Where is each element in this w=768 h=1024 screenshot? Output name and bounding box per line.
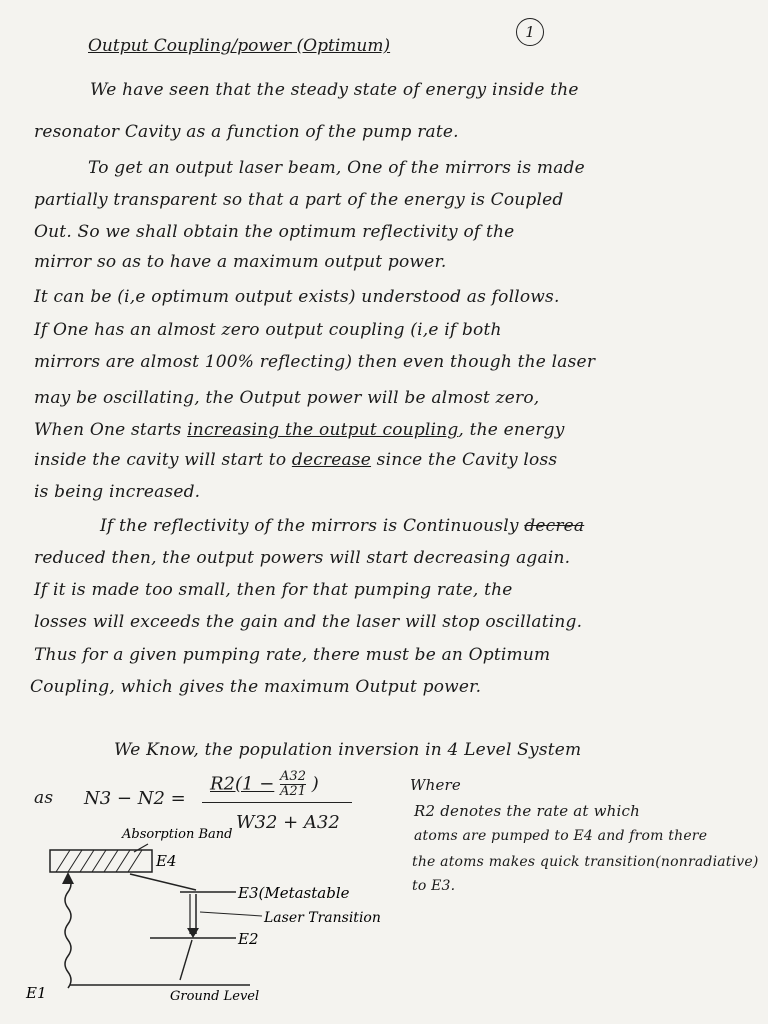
text-line-11	[34, 420, 565, 440]
text-span: If the reflectivity of the mirrors is Continuously	[100, 516, 519, 536]
e1-label: E1	[26, 984, 47, 1002]
page-title: Output Coupling/power (Optimum)	[88, 36, 391, 56]
where-line-1: R2 denotes the rate at which	[414, 802, 640, 820]
text-line-17: losses will exceeds the gain and the laser will stop oscillating.	[34, 612, 583, 632]
text-span: inside the cavity will start to	[34, 450, 292, 470]
text-line-14	[100, 516, 584, 536]
equation-numerator	[210, 770, 319, 799]
text-line-4: partially transparent so that a part of the energy is Coupled	[34, 190, 564, 210]
where-line-4: to E3.	[412, 878, 456, 894]
text-line-12	[34, 450, 557, 470]
text-line-8: If One has an almost zero output coupling (i,e if both	[34, 320, 502, 340]
page-number: 1	[516, 18, 544, 46]
text-line-9: mirrors are almost 100% reflecting) then even though the laser	[34, 352, 596, 372]
e3-label: E3(Metastable	[238, 884, 350, 902]
pump-wavy-arrow	[65, 876, 71, 988]
text-line-5: Out. So we shall obtain the optimum reflectivity of the	[34, 222, 515, 242]
where-label: Where	[410, 776, 462, 794]
laser-transition-label: Laser Transition	[264, 910, 381, 926]
numerator-main: R2(1 −	[210, 773, 275, 795]
band-hatching	[56, 850, 142, 872]
e4-label: E4	[156, 852, 177, 870]
text-line-1: We have seen that the steady state of energy inside the	[90, 80, 579, 100]
text-line-20: We Know, the population inversion in 4 Level System	[114, 740, 582, 760]
text-line-19: Coupling, which gives the maximum Output power.	[30, 677, 482, 697]
laser-arrow-head	[187, 928, 199, 938]
text-line-15: reduced then, the output powers will start decreasing again.	[34, 548, 571, 568]
text-span: since the Cavity loss	[371, 450, 558, 470]
where-line-2: atoms are pumped to E4 and from there	[414, 828, 708, 844]
pump-arrow-head	[62, 872, 74, 884]
text-line-13: is being increased.	[34, 482, 201, 502]
e2-label: E2	[238, 930, 259, 948]
e2-to-ground-arrow	[180, 940, 192, 980]
nonradiative-arrow	[130, 874, 196, 890]
fraction-bar	[202, 802, 352, 803]
text-line-2: resonator Cavity as a function of the pump rate.	[34, 122, 459, 142]
equation-denominator: W32 + A32	[236, 812, 340, 833]
laser-label-pointer	[200, 912, 262, 916]
underlined-phrase: increasing the output coupling	[187, 420, 459, 440]
struck-word: decrea	[524, 516, 585, 536]
text-line-21: as	[34, 788, 54, 808]
underlined-word: decrease	[291, 450, 372, 470]
absorption-band	[50, 850, 152, 872]
text-line-10: may be oscillating, the Output power will be almost zero,	[34, 388, 540, 408]
energy-level-diagram	[0, 820, 420, 1020]
absorption-band-label: Absorption Band	[122, 827, 233, 842]
inner-frac-den: A21	[280, 784, 306, 799]
inner-fraction	[280, 770, 306, 799]
text-line-16: If it is made too small, then for that pumping rate, the	[34, 580, 513, 600]
equation-lhs: N3 − N2 =	[84, 788, 186, 809]
inner-frac-num: A32	[280, 769, 306, 784]
text-line-6: mirror so as to have a maximum output power.	[34, 252, 447, 272]
text-line-3: To get an output laser beam, One of the mirrors is made	[88, 158, 585, 178]
ground-level-label: Ground Level	[170, 989, 260, 1004]
where-line-3: the atoms makes quick transition(nonradiative)	[412, 854, 759, 870]
text-span: , the energy	[458, 420, 565, 440]
text-line-18: Thus for a given pumping rate, there must be an Optimum	[34, 645, 551, 665]
numerator-close: )	[311, 773, 319, 795]
text-line-7: It can be (i,e optimum output exists) understood as follows.	[34, 287, 560, 307]
text-span: When One starts	[34, 420, 188, 440]
